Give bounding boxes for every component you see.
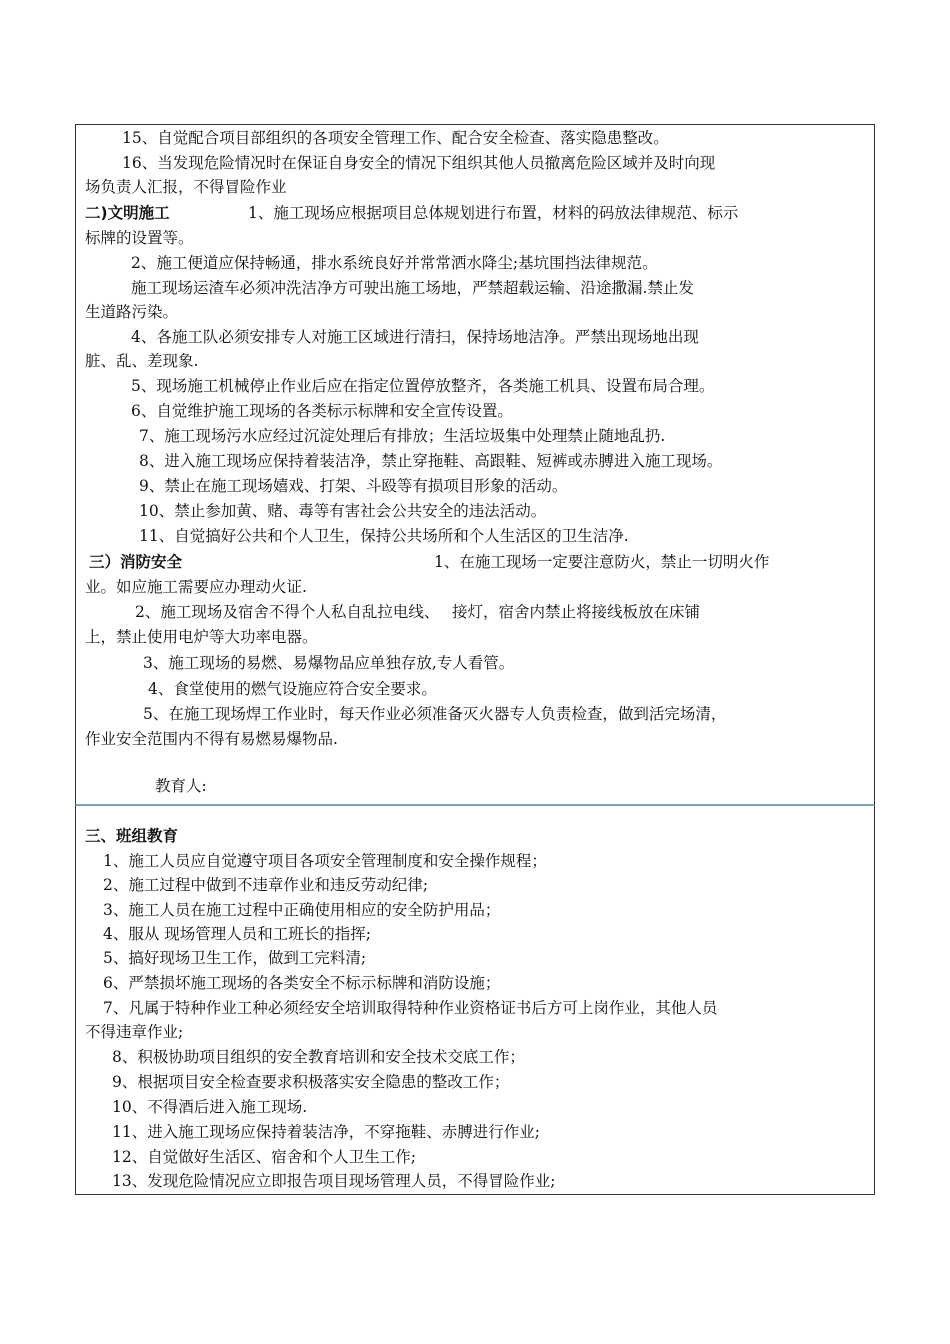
fire-rule-2-line2: 上，禁止使用电炉等大功率电器。 — [85, 628, 318, 646]
fire-rule-4: 4、食堂使用的燃气设施应符合安全要求。 — [148, 680, 437, 698]
team-rule-9: 9、根据项目安全检查要求积极落实安全隐患的整改工作； — [112, 1073, 510, 1091]
team-rule-3: 3、施工人员在施工过程中正确使用相应的安全防护用品； — [103, 901, 501, 919]
team-rule-7-line2: 不得违章作业; — [85, 1023, 184, 1041]
team-rule-8: 8、积极协助项目组织的安全教育培训和安全技术交底工作； — [112, 1048, 525, 1066]
civil-rule-7: 7、施工现场污水应经过沉淀处理后有排放；生活垃圾集中处理禁止随地乱扔. — [139, 427, 666, 445]
rule-15: 15、自觉配合项目部组织的各项安全管理工作、配合安全检查、落实隐患整改。 — [122, 129, 669, 147]
team-rule-4: 4、服从 现场管理人员和工班长的指挥; — [103, 925, 372, 943]
civil-rule-2: 2、施工便道应保持畅通，排水系统良好并常常洒水降尘;基坑围挡法律规范。 — [131, 254, 658, 272]
civil-rule-11: 11、自觉搞好公共和个人卫生，保持公共场所和个人生活区的卫生洁净. — [139, 527, 629, 545]
fire-rule-1-line2: 业。如应施工需要应办理动火证. — [85, 578, 307, 596]
civil-rule-9: 9、禁止在施工现场嬉戏、打架、斗殴等有损项目形象的活动。 — [139, 477, 568, 495]
team-rule-1: 1、施工人员应自觉遵守项目各项安全管理制度和安全操作规程； — [103, 852, 547, 870]
rule-16-line2: 场负责人汇报，不得冒险作业 — [85, 178, 287, 196]
fire-safety-heading: 三）消防安全 — [89, 553, 183, 571]
civil-rule-1-line2: 标牌的设置等。 — [85, 229, 194, 247]
team-rule-7-line1: 7、凡属于特种作业工种必须经安全培训取得特种作业资格证书后方可上岗作业，其他人员 — [103, 999, 718, 1017]
fire-rule-2-line1: 2、施工现场及宿舍不得个人私自乱拉电线、 接灯，宿舍内禁止将接线板放在床铺 — [135, 603, 701, 621]
civil-construction-heading: 二)文明施工 — [85, 204, 170, 222]
fire-rule-3: 3、施工现场的易燃、易爆物品应单独存放,专人看管。 — [143, 654, 515, 672]
civil-rule-6: 6、自觉维护施工现场的各类标示标牌和安全宣传设置。 — [131, 402, 513, 420]
team-rule-11: 11、进入施工现场应保持着装洁净，不穿拖鞋、赤膊进行作业; — [112, 1123, 540, 1141]
civil-rule-5: 5、现场施工机械停止作业后应在指定位置停放整齐，各类施工机具、设置布局合理。 — [131, 377, 715, 395]
civil-rule-3-line1: 施工现场运渣车必须冲洗洁净方可驶出施工场地，严禁超载运输、沿途撒漏.禁止发 — [131, 279, 694, 297]
rule-16-line1: 16、当发现危险情况时在保证自身安全的情况下组织其他人员撤离危险区域并及时向现 — [122, 154, 716, 172]
team-education-heading: 三、班组教育 — [85, 827, 179, 845]
civil-rule-4-line2: 脏、乱、差现象. — [85, 352, 199, 370]
civil-rule-1-line1: 1、施工现场应根据项目总体规划进行布置，材料的码放法律规范、标示 — [248, 204, 739, 222]
civil-rule-10: 10、禁止参加黄、赌、毒等有害社会公共安全的违法活动。 — [139, 502, 547, 520]
fire-rule-1-line1: 1、在施工现场一定要注意防火，禁止一切明火作 — [434, 553, 770, 571]
team-rule-2: 2、施工过程中做到不违章作业和违反劳动纪律; — [103, 876, 429, 894]
civil-rule-3-line2: 生道路污染。 — [85, 303, 179, 321]
educator-label: 教育人: — [155, 777, 207, 795]
team-rule-6: 6、严禁损坏施工现场的各类安全不标示标牌和消防设施； — [103, 974, 501, 992]
civil-rule-4-line1: 4、各施工队必须安排专人对施工区域进行清扫，保持场地洁净。严禁出现场地出现 — [131, 328, 699, 346]
civil-rule-8: 8、进入施工现场应保持着装洁净，禁止穿拖鞋、高跟鞋、短裤或赤膊进入施工现场。 — [139, 452, 723, 470]
fire-rule-5-line1: 5、在施工现场焊工作业时，每天作业必须准备灭火器专人负责检查，做到活完场清， — [143, 705, 727, 723]
team-rule-10: 10、不得酒后进入施工现场. — [112, 1098, 308, 1116]
team-rule-12: 12、自觉做好生活区、宿舍和个人卫生工作; — [112, 1148, 416, 1166]
team-rule-5: 5、搞好现场卫生工作，做到工完料清; — [103, 949, 367, 967]
team-rule-13: 13、发现危险情况应立即报告项目现场管理人员，不得冒险作业; — [112, 1172, 556, 1190]
fire-rule-5-line2: 作业安全范围内不得有易燃易爆物品. — [85, 730, 338, 748]
